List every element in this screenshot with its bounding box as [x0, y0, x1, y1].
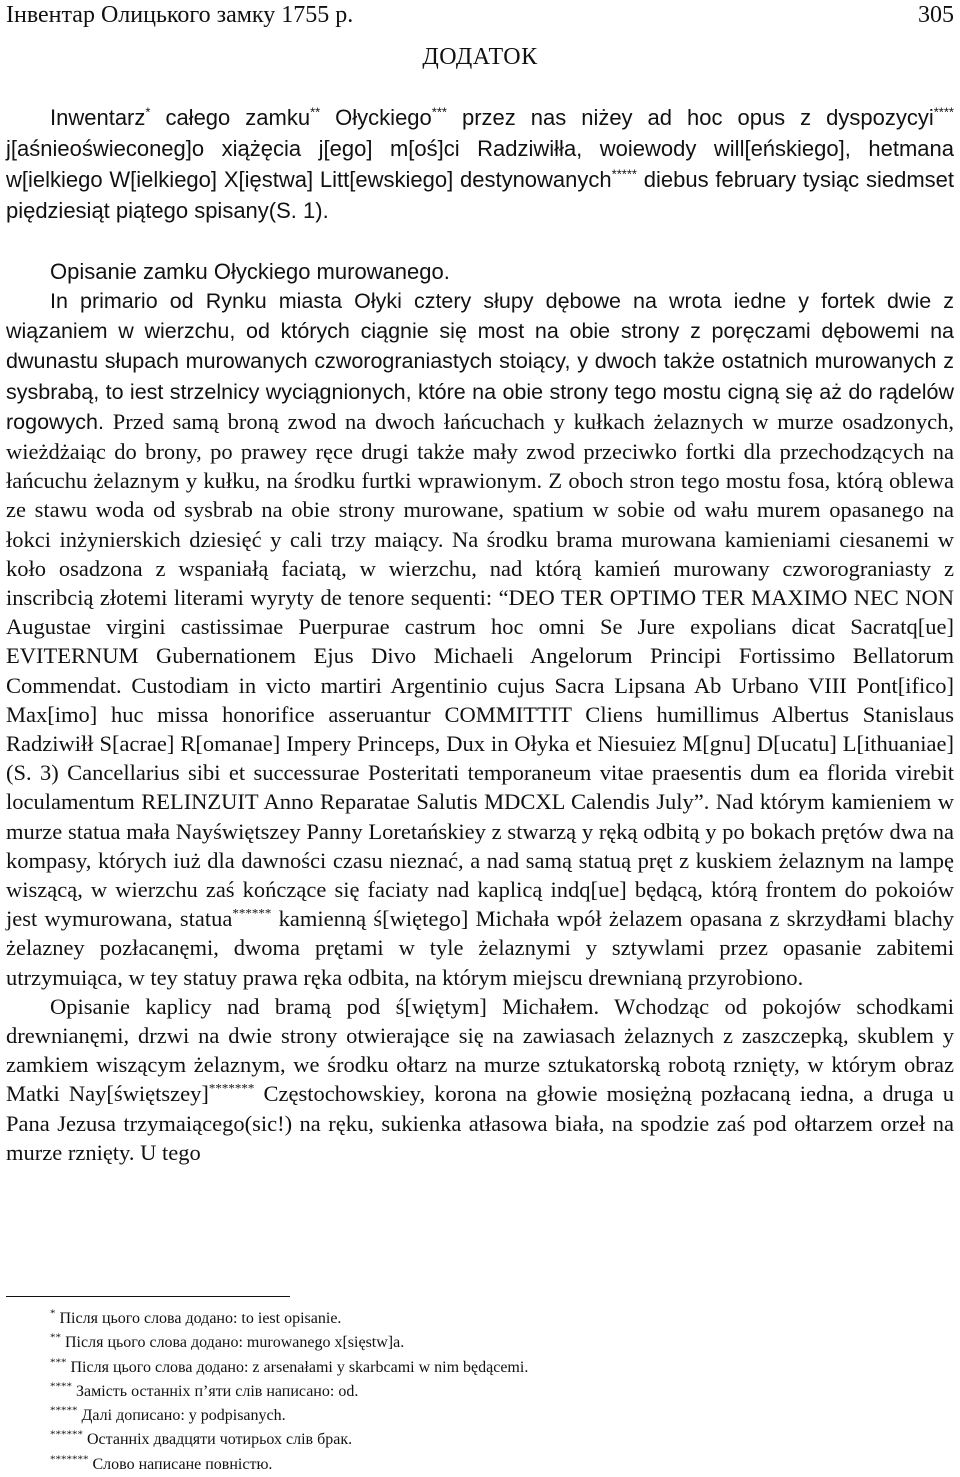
- footnote-divider: [6, 1296, 290, 1297]
- footnote: [50, 1331, 954, 1355]
- footnote: [50, 1380, 954, 1404]
- footnote-mark: *****: [50, 1404, 78, 1417]
- page-header: [6, 2, 954, 32]
- footnote-ref-4: ****: [933, 104, 954, 120]
- footnote-ref-2: **: [310, 104, 321, 120]
- footnote: [50, 1307, 954, 1331]
- footnote-mark: *******: [50, 1453, 89, 1466]
- intro-text: j[aśnieoświeconeg]o xiążęcia j[ego] m[oś]ci Radziwiłła, woiewody will[eńskiego], hetmana w[ielkiego W[ielkiego] X[ięstwa] Litt[ewskiego] destynowanych: [6, 136, 954, 192]
- page-number: 305: [918, 2, 954, 28]
- body-text: Częstochowskiey, korona na głowie mosiężną pozłacaną iedna, a druga u Pana Jezusa trzymaiącego(sic!) na ręku, sukienka atłasowa biała, na spodzie zaś pod ołtarzem orzeł na murze rznięty. U tego: [6, 1081, 954, 1165]
- intro-text: Ołyckiego: [320, 105, 432, 130]
- footnote: [50, 1428, 954, 1452]
- footnote-mark: *: [50, 1307, 56, 1320]
- footnote-mark: ***: [50, 1356, 67, 1369]
- body-text: Opisanie kaplicy nad bramą pod ś[więtym] Michałem. Wchodząc od pokojów schodkami drewnianęmi, drzwi na dwie strony otwierające się na zawiasach żelaznych z zaszczepką, skublem y zamkiem wiszącym żelaznym, we środku ołtarz na murze sztukatorską robotą rznięty, w którym obraz Matki Nay[świętszey]: [6, 993, 954, 1107]
- footnote-text: Після цього слова додано: to iest opisanie.: [55, 1310, 342, 1327]
- body-text: kamienną ś[więtego] Michała wpół żelazem opasana z skrzydłami blachy żelazney pozłacanęmi, dwoma prętami w tyle żelaznymi y sztywlami przez opasanie zabitemi utrzymuiąca, w tey statuy prawa ręka odbita, na którym miejscu drewnianą przyrobiono.: [6, 906, 954, 990]
- footnote: [50, 1453, 954, 1477]
- subheading: Opisanie zamku Ołyckiego murowanego.: [50, 259, 450, 284]
- footnote-ref-1: *: [145, 104, 151, 120]
- footnote-text: Далі дописано: y podpisanych.: [77, 1407, 286, 1425]
- running-title: Інвентар Олицького замку 1755 р.: [6, 2, 354, 28]
- footnote-ref-6: ******: [232, 905, 272, 921]
- footnote-text: Останніх двадцяти чотирьох слів брак.: [83, 1431, 353, 1449]
- section-title: ДОДАТОК: [422, 44, 538, 70]
- body-text: Przed samą broną zwod na dwoch łańcuchach y kułkach żelaznych w murze osadzonych, wieżdżaiąc do brony, po prawey ręce drugi także mały zwod przeciwko fortki dla przechodzących na łańcuchu żelaznym y kułku, na środku furtki wprawionym. Z oboch stron tego mostu fosa, którą oblewa ze stawu woda od sysbrab na obie strony murowane, spatium w sobie od wału murem opasanego na łokci inżynierskich dziesięć y cali trzy maiący. Na środku brama murowana kamieniami ciesanemi w koło osadzona z wspaniałą faciatą, w wierzchu, nad którą kamień murowany czworograniasty z inscribcią złotemi literami wyryty de tenore sequenti: “DEO TER OPTIMO TER MAXIMO NEC NON Augustae virgini castissimae Puerpurae castrum hoc omni Se Jure expolians dicat Sacratq[ue] EVITERNUM Gubernationem Ejus Divo Michaeli Angelorum Principi Fortissimo Bellatorum Commendat. Custodiam in victo martiri Argentinio cujus Sacra Lipsana Ab Urbano VIII Pont[ifico] Max[imo] huc missa honorifice asseruantur COMMITTIT Cliens humillimus Albertus Stanislaus Radziwiłł S[acrae] R[omanae] Impery Princeps, Dux in Ołyka et Niesuiez M[gnu] D[ucatu] L[ithuaniae](S. 3) Cancellarius sibi et successurae Posteritati temporaneum vitae praesentis dum ea florida virebit loculamentum RELINZUIT Anno Reparatae Salutis MDCXL Calendis July”. Nad którym kamieniem w murze statua mała Nayświętszey Panny Loretańskiey z stwarzą y ręką odbitą y po bokach prętów dwa na kompasy, których iuż dla dawności czasu nieznać, a nad samą statuą pręt z kuskiem żelaznym na lampę wiszącą, w wierzchu zaś kończące się faciaty nad kaplicą indq[ue] będącą, którą frontem do pokoiów jest wymurowana, statua: [6, 408, 954, 932]
- intro-text: przez nas niżey ad hoc opus z dyspozycyi: [446, 105, 934, 130]
- footnote: [50, 1404, 954, 1428]
- footnote-ref-5: *****: [611, 166, 637, 182]
- footnote-mark: **: [50, 1331, 61, 1344]
- footnote-text: Після цього слова додано: murowanego x[sięstw]a.: [61, 1334, 405, 1352]
- footnotes: [50, 1307, 954, 1477]
- intro-paragraph: [6, 102, 954, 226]
- footnote-mark: ******: [50, 1429, 83, 1442]
- intro-text: Inwentarz: [50, 105, 146, 130]
- intro-text: całego zamku: [150, 105, 311, 130]
- main-text: [6, 286, 954, 1167]
- footnote-mark: ****: [50, 1380, 72, 1393]
- footnote-text: Після цього слова додано: z arsenałami y skarbcami w nim będącemi.: [66, 1358, 529, 1376]
- footnote-text: Слово написане повністю.: [88, 1455, 273, 1473]
- footnote-text: Замість останніх п’яти слів написано: od.: [72, 1382, 359, 1400]
- footnote-ref-7: *******: [208, 1080, 255, 1096]
- intro-text: diebus february tysiąc siedmset pięǳiesiąt piątego spisany(S. 1).: [6, 167, 954, 223]
- footnote: [50, 1356, 954, 1380]
- body-text: In primario od Rynku miasta Ołyki cztery słupy dębowe na wrota iedne y fortek dwie z wiązaniem w wierzchu, od których ciągnie się most na obie strony z poręczami dębowemi na dwunastu słupach murowanych czworograniastych stoiący, y dwoch także ostatnich murowanych z sysbrabą, to iest strzelnicy wyciągnionych, które na obie strony tego mostu cigną się aż do rądelów rogowych.: [6, 289, 954, 434]
- footnote-ref-3: ***: [431, 104, 447, 120]
